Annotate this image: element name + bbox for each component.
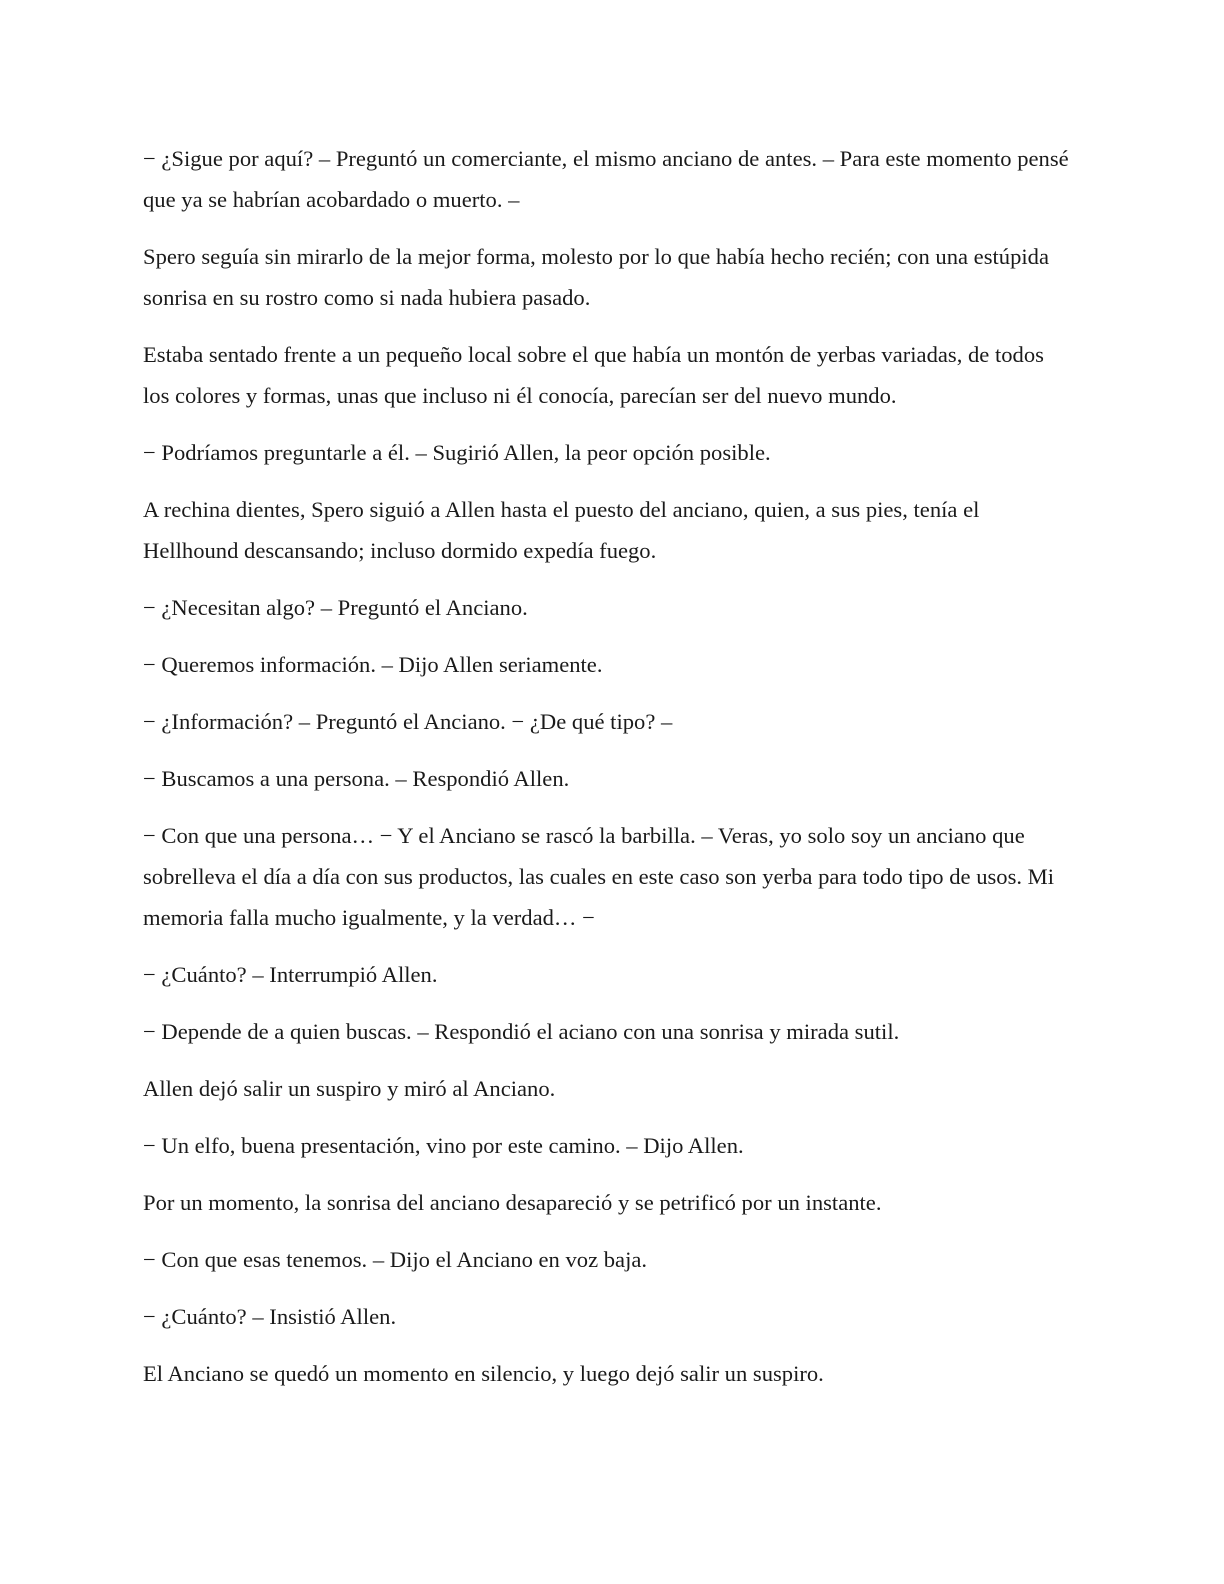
paragraph: A rechina dientes, Spero siguió a Allen hasta el puesto del anciano, quien, a sus pies, tenía el Hellhound descansando; incluso dormido expedía fuego. xyxy=(143,497,980,563)
paragraph: Allen dejó salir un suspiro y miró al Anciano. xyxy=(143,1076,556,1101)
paragraph: − Buscamos a una persona. – Respondió Allen. xyxy=(143,766,570,791)
paragraph: − Depende de a quien buscas. – Respondió el aciano con una sonrisa y mirada sutil. xyxy=(143,1019,900,1044)
paragraph: − Queremos información. – Dijo Allen seriamente. xyxy=(143,652,603,677)
paragraph: Por un momento, la sonrisa del anciano desapareció y se petrificó por un instante. xyxy=(143,1190,882,1215)
paragraph: − ¿Cuánto? – Interrumpió Allen. xyxy=(143,962,438,987)
document-body xyxy=(143,138,1073,1410)
paragraph: − Podríamos preguntarle a él. – Sugirió Allen, la peor opción posible. xyxy=(143,440,771,465)
paragraph: Spero seguía sin mirarlo de la mejor forma, molesto por lo que había hecho recién; con una estúpida sonrisa en su rostro como si nada hubiera pasado. xyxy=(143,244,1049,310)
paragraph: − ¿Información? – Preguntó el Anciano. − ¿De qué tipo? – xyxy=(143,709,673,734)
paragraph: − ¿Necesitan algo? – Preguntó el Anciano. xyxy=(143,595,528,620)
paragraph: − Con que esas tenemos. – Dijo el Anciano en voz baja. xyxy=(143,1247,648,1272)
paragraph: Estaba sentado frente a un pequeño local sobre el que había un montón de yerbas variadas, de todos los colores y formas, unas que incluso ni él conocía, parecían ser del nuevo mundo. xyxy=(143,342,1044,408)
paragraph: El Anciano se quedó un momento en silencio, y luego dejó salir un suspiro. xyxy=(143,1361,824,1386)
paragraph: − Con que una persona… − Y el Anciano se rascó la barbilla. – Veras, yo solo soy un anciano que sobrelleva el día a día con sus productos, las cuales en este caso son yerba para todo tipo de usos. Mi memoria falla mucho igualmente, y la verdad… − xyxy=(143,823,1055,930)
paragraph: − ¿Cuánto? – Insistió Allen. xyxy=(143,1304,397,1329)
paragraph: − ¿Sigue por aquí? – Preguntó un comerciante, el mismo anciano de antes. – Para este momento pensé que ya se habrían acobardado o muerto. – xyxy=(143,146,1069,212)
paragraph: − Un elfo, buena presentación, vino por este camino. – Dijo Allen. xyxy=(143,1133,744,1158)
